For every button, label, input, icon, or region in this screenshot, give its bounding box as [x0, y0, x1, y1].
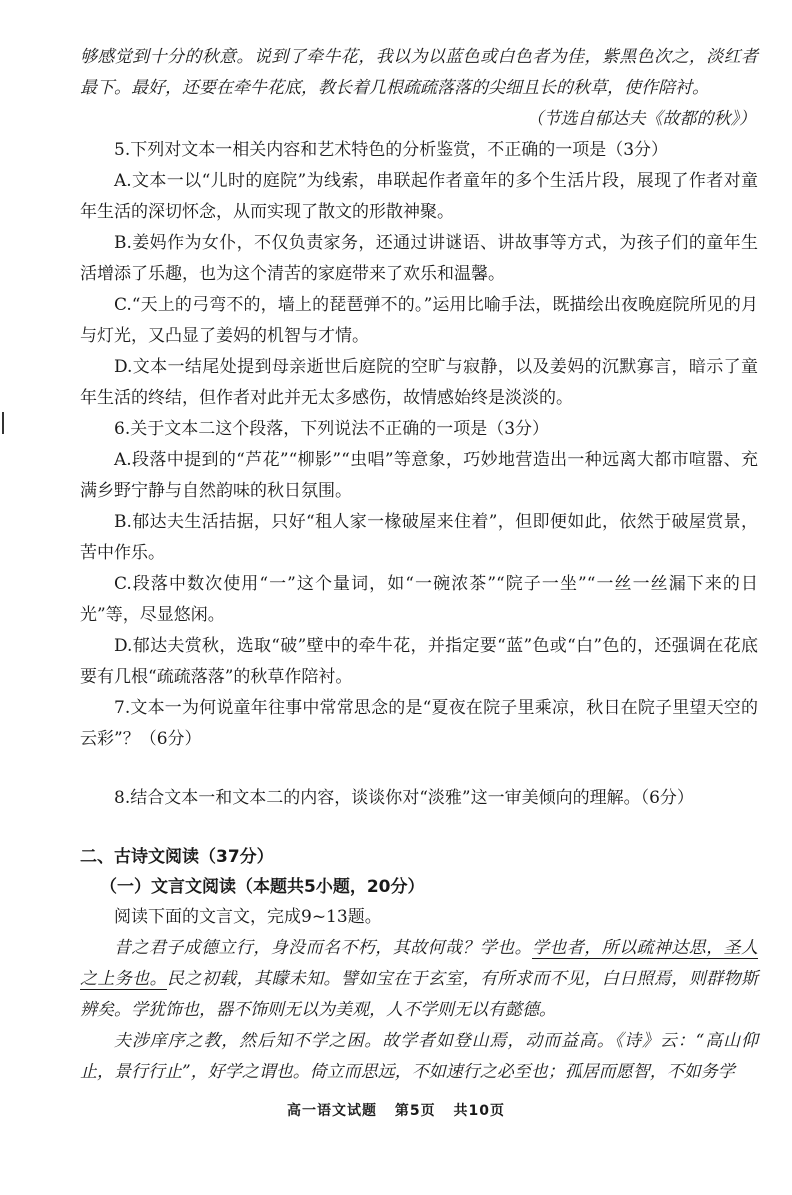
q7-stem: 7.文本一为何说童年往事中常常思念的是“夏夜在院子里乘凉，秋日在院子里望天空的云彩”？（6分）: [80, 698, 758, 749]
classical-para-1-b: 民之初载，其矇未知。譬如宝在于玄室，有所求而不见，白日照焉，则群物斯辨矣。学犹饰也，器不饰则无以为美观，人不学则无以有懿德。: [80, 969, 759, 1020]
exam-page: [80, 42, 758, 1088]
footer-page: 第5页: [394, 1103, 436, 1119]
q5-option-d: D.文本一结尾处提到母亲逝世后庭院的空旷与寂静，以及姜妈的沉默寡言，暗示了童年生活的终结，但作者对此并无太多感伤，故情感始终是淡淡的。: [80, 357, 758, 408]
footer-title: 高一语文试题: [287, 1103, 377, 1119]
classical-para-2: 夫涉庠序之教，然后知不学之困。故学者如登山焉，动而益高。《诗》云：“高山仰止，景行行止”，好学之谓也。倚立而思远，不如速行之必至也；孤居而愿智，不如务学: [80, 1031, 758, 1082]
q5-stem: 5.下列对文本一相关内容和艺术特色的分析鉴赏，不正确的一项是（3分）: [114, 140, 669, 160]
q5-option-c: C.“天上的弓弯不的，墙上的琵琶弹不的。”运用比喻手法，既描绘出夜晚庭院所见的月与灯光，又凸显了姜妈的机智与才情。: [80, 295, 758, 346]
q5-option-b: B.姜妈作为女仆，不仅负责家务，还通过讲谜语、讲故事等方式，为孩子们的童年生活增添了乐趣，也为这个清苦的家庭带来了欢乐和温馨。: [80, 233, 758, 284]
page-footer: [0, 1100, 792, 1120]
q6-option-c: C.段落中数次使用“一”这个量词，如“一碗浓茶”“院子一坐”“一丝一丝漏下来的日光”等，尽显悠闲。: [80, 574, 758, 625]
passage-tail: 够感觉到十分的秋意。说到了牵牛花，我以为以蓝色或白色者为佳，紫黑色次之，淡红者最下。最好，还要在牵牛花底，教长着几根疏疏落落的尖细且长的秋草，使作陪衬。: [80, 47, 758, 98]
section-title: 二、古诗文阅读（37分）: [80, 847, 274, 867]
classical-para-1-a: 昔之君子成德立行，身没而名不朽，其故何哉？学也。: [114, 938, 532, 958]
subsection-title: （一）文言文阅读（本题共5小题，20分）: [100, 877, 425, 897]
scan-artifact: [2, 412, 4, 434]
answer-space-q8: [80, 814, 758, 840]
q6-option-b: B.郁达夫生活拮据，只好“租人家一椽破屋来住着”，但即便如此，依然于破屋赏景，苦中作乐。: [80, 512, 758, 563]
q8-stem: 8.结合文本一和文本二的内容，谈谈你对“淡雅”这一审美倾向的理解。（6分）: [114, 788, 694, 808]
underlined-sentence: 学也者，所以疏神达思，圣人之上务也。: [80, 938, 758, 989]
q5-option-a: A.文本一以“儿时的庭院”为线索，串联起作者童年的多个生活片段，展现了作者对童年生活的深切怀念，从而实现了散文的形散神聚。: [80, 171, 758, 222]
q6-stem: 6.关于文本二这个段落，下列说法不正确的一项是（3分）: [114, 419, 550, 439]
footer-total: 共10页: [453, 1103, 505, 1119]
reading-instruction: 阅读下面的文言文，完成9~13题。: [114, 907, 382, 927]
passage-source: （节选自郁达夫《故都的秋》）: [526, 109, 756, 129]
q6-option-d: D.郁达夫赏秋，选取“破”壁中的牵牛花，并指定要“蓝”色或“白”色的，还强调在花底要有几根“疏疏落落”的秋草作陪衬。: [80, 636, 758, 687]
answer-space-q7: [80, 755, 758, 783]
q6-option-a: A.段落中提到的“芦花”“柳影”“虫唱”等意象，巧妙地营造出一种远离大都市喧嚣、充满乡野宁静与自然韵味的秋日氛围。: [80, 450, 758, 501]
classical-para-1: [80, 933, 758, 1026]
